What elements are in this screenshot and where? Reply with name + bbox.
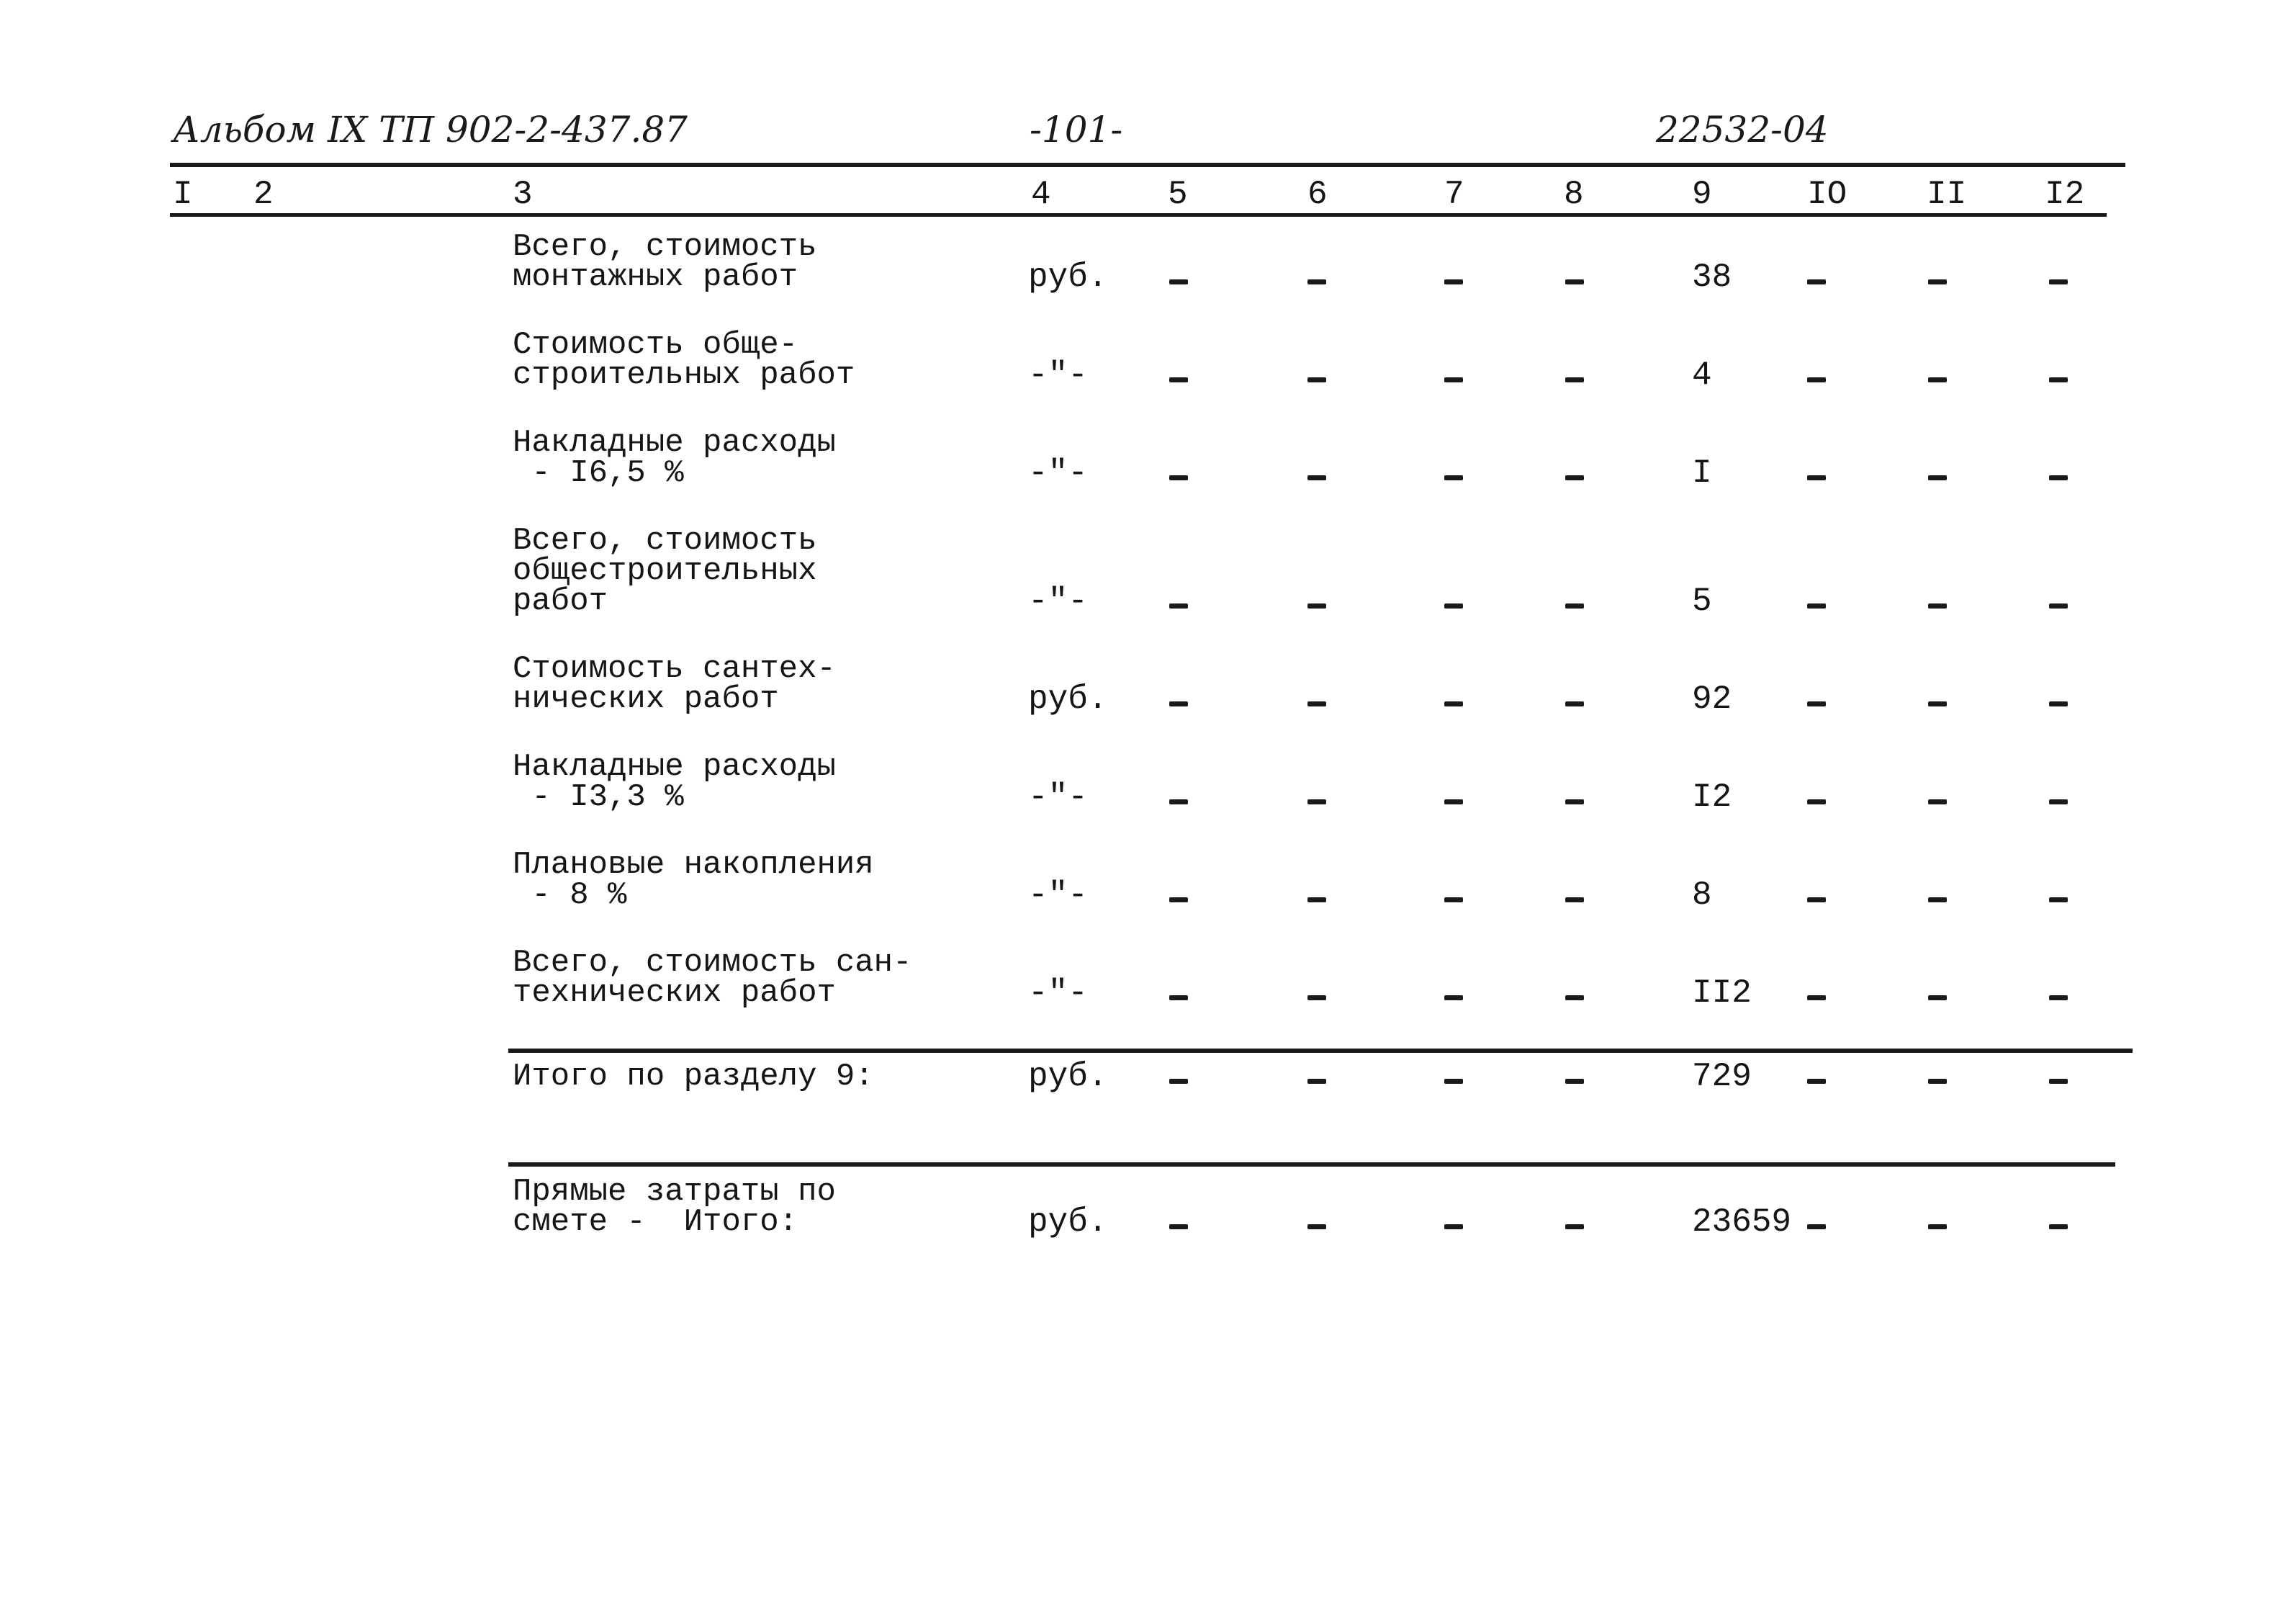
empty-cell-dash bbox=[1565, 603, 1584, 609]
row-value-col9: 92 bbox=[1692, 681, 1732, 718]
row-value-col9: II2 bbox=[1692, 974, 1752, 1012]
empty-cell-dash bbox=[1307, 1224, 1326, 1229]
empty-cell-dash bbox=[1444, 603, 1463, 609]
row-unit: -"- bbox=[1028, 876, 1088, 914]
row-unit: -"- bbox=[1028, 583, 1088, 620]
album-reference: Альбом IX ТП 902-2-437.87 bbox=[173, 109, 688, 151]
empty-cell-dash bbox=[2049, 603, 2068, 609]
empty-cell-dash bbox=[1307, 603, 1326, 609]
empty-cell-dash bbox=[1444, 897, 1463, 902]
empty-cell-dash bbox=[2049, 1224, 2068, 1229]
row-unit: -"- bbox=[1028, 454, 1088, 492]
empty-cell-dash bbox=[1928, 1079, 1947, 1084]
column-number: II bbox=[1927, 176, 1967, 213]
row-description: Накладные расходы - I3,3 % bbox=[513, 749, 836, 815]
empty-cell-dash bbox=[2049, 279, 2068, 284]
row-value-col9: 23659 bbox=[1692, 1203, 1792, 1241]
empty-cell-dash bbox=[2049, 475, 2068, 480]
empty-cell-dash bbox=[1307, 995, 1326, 1000]
row-unit: -"- bbox=[1028, 778, 1088, 816]
column-number: 9 bbox=[1692, 176, 1712, 213]
empty-cell-dash bbox=[1565, 1224, 1584, 1229]
column-number: 7 bbox=[1444, 176, 1464, 213]
page-number: -101- bbox=[1030, 109, 1123, 151]
empty-cell-dash bbox=[2049, 701, 2068, 706]
empty-cell-dash bbox=[1928, 377, 1947, 382]
grand-total-rule bbox=[508, 1162, 2115, 1167]
empty-cell-dash bbox=[1928, 475, 1947, 480]
empty-cell-dash bbox=[1928, 799, 1947, 804]
header-rule bbox=[170, 163, 2125, 167]
empty-cell-dash bbox=[1928, 279, 1947, 284]
empty-cell-dash bbox=[1169, 799, 1188, 804]
empty-cell-dash bbox=[1807, 995, 1826, 1000]
row-value-col9: 38 bbox=[1692, 259, 1732, 296]
row-value-col9: 4 bbox=[1692, 356, 1712, 394]
row-description: Стоимость обще- строительных работ bbox=[513, 327, 855, 393]
empty-cell-dash bbox=[1928, 1224, 1947, 1229]
empty-cell-dash bbox=[1169, 701, 1188, 706]
column-number: I2 bbox=[2045, 176, 2085, 213]
empty-cell-dash bbox=[1807, 897, 1826, 902]
empty-cell-dash bbox=[1565, 897, 1584, 902]
row-value-col9: 5 bbox=[1692, 583, 1712, 620]
row-description: Плановые накопления - 8 % bbox=[513, 847, 874, 913]
empty-cell-dash bbox=[1565, 995, 1584, 1000]
row-description: Всего, стоимость общестроительных работ bbox=[513, 523, 817, 619]
row-description: Итого по разделу 9: bbox=[513, 1059, 874, 1095]
column-number: 8 bbox=[1564, 176, 1584, 213]
empty-cell-dash bbox=[1444, 1079, 1463, 1084]
empty-cell-dash bbox=[1307, 897, 1326, 902]
empty-cell-dash bbox=[1444, 1224, 1463, 1229]
row-description: Всего, стоимость монтажных работ bbox=[513, 229, 817, 295]
row-unit: руб. bbox=[1028, 681, 1108, 718]
column-header-underline bbox=[170, 213, 2107, 217]
empty-cell-dash bbox=[1307, 377, 1326, 382]
empty-cell-dash bbox=[1928, 603, 1947, 609]
column-number: IO bbox=[1807, 176, 1847, 213]
empty-cell-dash bbox=[1565, 377, 1584, 382]
row-description: Стоимость сантех- нических работ bbox=[513, 651, 836, 717]
row-description: Прямые затраты по смете - Итого: bbox=[513, 1174, 836, 1240]
empty-cell-dash bbox=[1807, 603, 1826, 609]
row-unit: -"- bbox=[1028, 974, 1088, 1012]
empty-cell-dash bbox=[1169, 377, 1188, 382]
empty-cell-dash bbox=[1169, 1224, 1188, 1229]
empty-cell-dash bbox=[1444, 701, 1463, 706]
empty-cell-dash bbox=[1565, 799, 1584, 804]
empty-cell-dash bbox=[1169, 475, 1188, 480]
empty-cell-dash bbox=[1169, 1079, 1188, 1084]
empty-cell-dash bbox=[1444, 279, 1463, 284]
empty-cell-dash bbox=[1307, 1079, 1326, 1084]
row-value-col9: 8 bbox=[1692, 876, 1712, 914]
section-total-rule bbox=[508, 1049, 2133, 1053]
column-number: 4 bbox=[1031, 176, 1051, 213]
empty-cell-dash bbox=[2049, 1079, 2068, 1084]
row-value-col9: I2 bbox=[1692, 778, 1732, 816]
empty-cell-dash bbox=[1565, 1079, 1584, 1084]
empty-cell-dash bbox=[1565, 475, 1584, 480]
empty-cell-dash bbox=[1169, 279, 1188, 284]
row-description: Накладные расходы - I6,5 % bbox=[513, 425, 836, 491]
empty-cell-dash bbox=[1444, 377, 1463, 382]
empty-cell-dash bbox=[1307, 279, 1326, 284]
empty-cell-dash bbox=[1928, 701, 1947, 706]
empty-cell-dash bbox=[1565, 279, 1584, 284]
empty-cell-dash bbox=[1928, 897, 1947, 902]
column-number: 2 bbox=[253, 176, 274, 213]
empty-cell-dash bbox=[2049, 377, 2068, 382]
row-unit: руб. bbox=[1028, 1203, 1108, 1241]
empty-cell-dash bbox=[1807, 701, 1826, 706]
empty-cell-dash bbox=[1307, 701, 1326, 706]
row-unit: руб. bbox=[1028, 259, 1108, 296]
empty-cell-dash bbox=[1307, 799, 1326, 804]
document-number: 22532-04 bbox=[1656, 109, 1829, 151]
empty-cell-dash bbox=[1307, 475, 1326, 480]
empty-cell-dash bbox=[1807, 1079, 1826, 1084]
column-number: I bbox=[173, 176, 193, 213]
row-unit: -"- bbox=[1028, 356, 1088, 394]
empty-cell-dash bbox=[2049, 995, 2068, 1000]
empty-cell-dash bbox=[1807, 1224, 1826, 1229]
row-value-col9: I bbox=[1692, 454, 1712, 492]
row-description: Всего, стоимость сан- технических работ bbox=[513, 945, 912, 1011]
empty-cell-dash bbox=[1444, 995, 1463, 1000]
column-number: 5 bbox=[1168, 176, 1188, 213]
empty-cell-dash bbox=[1169, 603, 1188, 609]
empty-cell-dash bbox=[1807, 377, 1826, 382]
empty-cell-dash bbox=[1565, 701, 1584, 706]
empty-cell-dash bbox=[1169, 897, 1188, 902]
column-number: 3 bbox=[513, 176, 533, 213]
empty-cell-dash bbox=[1807, 279, 1826, 284]
empty-cell-dash bbox=[1928, 995, 1947, 1000]
empty-cell-dash bbox=[1807, 475, 1826, 480]
empty-cell-dash bbox=[1444, 475, 1463, 480]
empty-cell-dash bbox=[1169, 995, 1188, 1000]
empty-cell-dash bbox=[2049, 897, 2068, 902]
row-value-col9: 729 bbox=[1692, 1058, 1752, 1095]
empty-cell-dash bbox=[1807, 799, 1826, 804]
empty-cell-dash bbox=[2049, 799, 2068, 804]
column-number: 6 bbox=[1307, 176, 1328, 213]
empty-cell-dash bbox=[1444, 799, 1463, 804]
row-unit: руб. bbox=[1028, 1058, 1108, 1095]
